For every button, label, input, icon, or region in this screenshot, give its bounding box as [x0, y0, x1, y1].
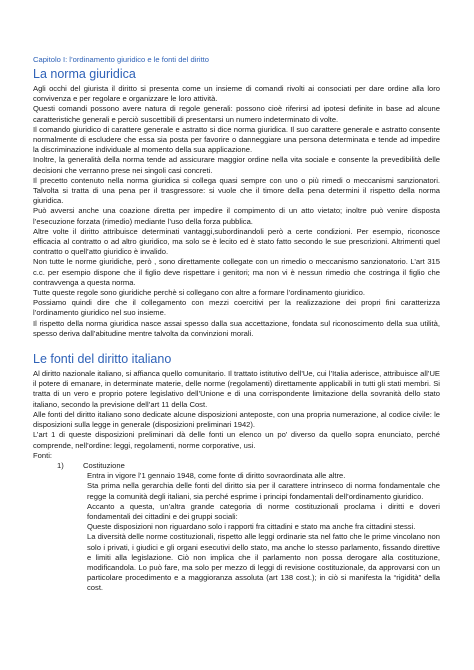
section-norma-giuridica-body [33, 84, 440, 339]
paragraph: Il comando giuridico di carattere generale e astratto si dice norma giuridica. Il suo carattere generale e astratto consente normalmente di escludere che essa sia posta per favorire o danneggiare una persona determinata e tende ad impedire la discriminazione individuale al momento della sua applicazione. [33, 124, 440, 155]
paragraph: La diversità delle norme costituzionali, rispetto alle leggi ordinarie sta nel fatto che le prime vincolano non solo i privati, i giudici e gli organi esecutivi dello stato, ma anche lo stesso parlamento, fissando direttive e limiti alla legislazione. Ciò non implica che il parlamento non possa derogare alla costituzione, modificandola. Lo può fare, ma solo per mezzo di leggi di revisione costituzionale, da approvarsi con un particolare procedimento e a maggioranza assoluta (art 138 cost.); in ciò si manifesta la “rigidità” della cost. [87, 532, 440, 593]
paragraph: Tutte queste regole sono giuridiche perchè si collegano con altre a formare l’ordinamento giuridico. [33, 288, 365, 298]
section-title-norma-giuridica: La norma giuridica [33, 67, 136, 81]
paragraph: Entra in vigore l’1 gennaio 1948, come fonte di diritto sovraordinata alle altre. [87, 471, 346, 481]
paragraph: Può avversi anche una coazione diretta per impedire il compimento di un atto vietato; inoltre può venire disposta l’esecuzione forzata (rimedio) mediante l’uso della forza pubblica. [33, 206, 440, 226]
paragraph: Alle fonti del diritto italiano sono dedicate alcune disposizioni anteposte, con una propria numerazione, al codice civile: le disposizioni sulla legge in generale (disposizioni preliminari 1942). [33, 409, 440, 430]
section-title-fonti-diritto: Le fonti del diritto italiano [33, 352, 172, 367]
chapter-heading: Capitolo I: l’ordinamento giuridico e le fonti del diritto [33, 55, 210, 64]
paragraph: Possiamo quindi dire che il collegamento con mezzi coercitivi per la realizzazione dei propri fini caratterizza l’ordinamento giuridico nel suo insieme. [33, 298, 440, 318]
paragraph: Al diritto nazionale italiano, si affianca quello comunitario. Il trattato istitutivo dell’Ue, cui l’Italia aderisce, attribuisce all’UE il potere di emanare, in determinate materie, delle norme (regolamenti) direttamente applicabili in tutti gli stati membri. Si tratta di un vero e proprio potere legislativo dell’Unione e di una corrispondente limitazione della sovranità dello stato italiano, secondo la previsione dell’art 11 della Cost. [33, 369, 440, 409]
paragraph: Inoltre, la generalità della norma tende ad assicurare maggior ordine nella vita sociale e consente la prevedibilità delle decisioni che verranno prese nei singoli casi concreti. [33, 155, 440, 175]
paragraph: Questi comandi possono avere natura di regole generali: possono cioè riferirsi ad ipotesi definite in base ad alcune caratteristiche generali e perciò suscettibili di presentarsi un numero indeterminato di volte. [33, 104, 440, 124]
list-item-body [67, 471, 440, 593]
list-item-title: Costituzione [83, 460, 125, 470]
fonti-list [33, 461, 440, 594]
paragraph: Sta prima nella gerarchia delle fonti del diritto sia per il carattere intrinseco di norma fondamentale che regge la comunità degli italiani, sia perché esprime i principi fondamentali dell’ordinamento giuridico. [87, 481, 440, 501]
paragraph: Il precetto contenuto nella norma giuridica si collega quasi sempre con uno o più rimedi o meccanismi sanzionatori. Talvolta si tratta di una pena per il trasgressore: si vuole che il timore della pena determini il rispetto della norma giuridica. [33, 175, 440, 206]
paragraph: Agli occhi del giurista il diritto si presenta come un insieme di comandi rivolti ai consociati per dare ordine alla loro convivenza e per regolare e organizzare le loro attività. [33, 84, 440, 104]
paragraph: Altre volte il diritto attribuisce determinati vantaggi,subordinandoli però a certe condizioni. Per esempio, riconosce efficacia al contratto o ad altro giuridico, ma solo se è lecito ed è stato fatto secondo le sue prescrizioni. Altrimenti quel contratto o quell’atto giuridico è invalido. [33, 226, 440, 257]
fonti-label: Fonti: [33, 450, 52, 460]
paragraph: Non tutte le norme giuridiche, però , sono direttamente collegate con un rimedio o meccanismo sanzionatorio. L’art 315 c.c. per esempio dispone che il figlio deve rispettare i genitori; ma non vi è nessun rimedio che costringa il figlio che contravvenga a questa norma. [33, 257, 440, 287]
list-marker: 1) [57, 460, 64, 470]
paragraph: Accanto a questa, un’altra grande categoria di norme costituzionali proclama i diritti e doveri fondamentali dei cittadini e dei gruppi sociali: [87, 501, 440, 521]
section-fonti-diritto-body [33, 369, 440, 593]
list-item [57, 460, 440, 594]
paragraph: L’art 1 di queste disposizioni preliminari dà delle fonti un elenco un po’ diverso da quello sopra enunciato, perché comprende, nell’ordine: leggi, regolamenti, norme corporative, usi. [33, 430, 440, 450]
paragraph: Queste disposizioni non riguardano solo i rapporti fra cittadini e stato ma anche fra cittadini stessi. [87, 522, 416, 532]
paragraph: Il rispetto della norma giuridica nasce assai spesso dalla sua accettazione, fondata sul riconoscimento della sua utilità, spesso deriva dall’abitudine mentre talvolta da convinzioni morali. [33, 318, 440, 338]
